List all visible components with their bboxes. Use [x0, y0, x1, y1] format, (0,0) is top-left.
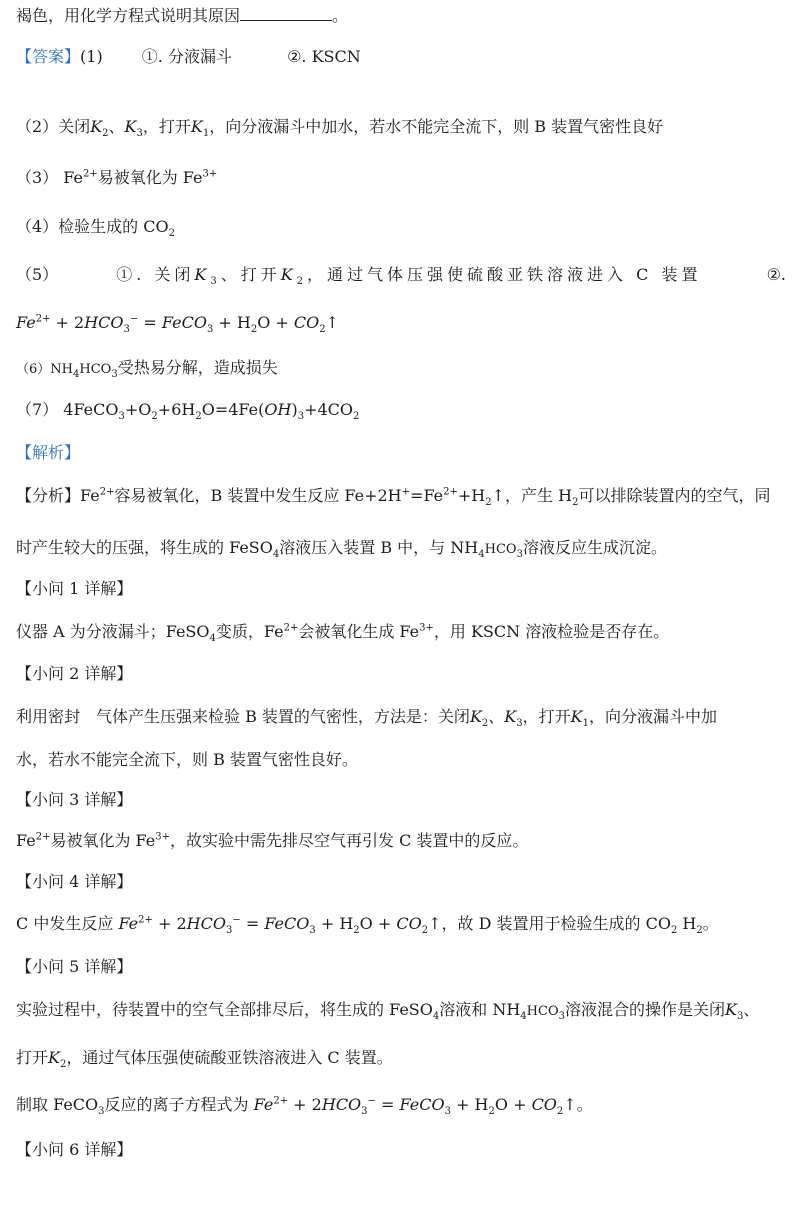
analysis-line-2	[16, 536, 786, 562]
sub: 3	[297, 411, 305, 423]
eq: + H	[450, 1095, 489, 1114]
text: 溶液和 NH	[439, 1000, 521, 1019]
sub: 4	[432, 1011, 440, 1023]
eq: HCO	[84, 313, 124, 332]
sub: 1	[582, 718, 589, 730]
text: 、打开	[220, 265, 281, 284]
eq: CO	[293, 313, 320, 332]
eq: + H	[213, 313, 251, 332]
sub: 3	[225, 925, 233, 937]
sup: −	[129, 313, 139, 325]
sub: 3	[516, 549, 523, 561]
sup: 2+	[443, 486, 458, 498]
answer-blank	[240, 6, 332, 21]
answer-line-5	[16, 263, 786, 287]
sup: +	[401, 486, 411, 498]
sup: 2+	[283, 622, 299, 634]
eq: ↑	[325, 313, 340, 332]
text: 溶液压入装置 B 中，与 NH	[279, 538, 479, 557]
sub-heading-4: 【小问 4 详解】	[16, 872, 133, 891]
sup: 3+	[155, 831, 170, 843]
text: (1)	[80, 47, 103, 66]
text: （2）关闭	[16, 117, 91, 136]
text: 利用密封 气体产生压强来检验 B 装置的气密性，方法是：关闭	[16, 707, 470, 726]
var: K	[570, 707, 583, 726]
sub: 3	[111, 369, 118, 381]
eq: O +	[359, 914, 397, 933]
eq: + 2	[288, 1095, 322, 1114]
sub: 3	[118, 411, 125, 423]
text: O=4Fe(	[201, 400, 265, 419]
sup: 2+	[35, 313, 51, 325]
eq: Fe	[16, 313, 36, 332]
sub: 2	[195, 411, 202, 423]
eq: + 2	[50, 313, 85, 332]
sub: 3	[516, 718, 523, 730]
eq: O +	[494, 1095, 532, 1114]
sub: 3	[558, 1011, 565, 1023]
text: （6）NH	[16, 362, 73, 377]
text: +O	[124, 400, 152, 419]
text: OH	[264, 400, 292, 419]
text: 实验过程中，待装置中的空气全部排尽后，将生成的 FeSO	[16, 1000, 433, 1019]
eq: ↑	[563, 1095, 577, 1114]
text: 容易被氧化，B 装置中发生反应 Fe+2H	[114, 486, 402, 505]
answer-line-4	[16, 215, 786, 239]
eq: + H	[315, 914, 354, 933]
detail-4	[16, 912, 786, 936]
sub: 4	[209, 633, 216, 645]
text: 溶液混合的操作是关闭	[565, 1000, 726, 1019]
sub: 1	[202, 128, 210, 140]
eq: =	[375, 1095, 400, 1114]
sub: 2	[250, 324, 258, 336]
sub: 3	[361, 1106, 368, 1118]
eq: Fe	[118, 914, 139, 933]
sub: 2	[485, 497, 492, 509]
text: ，用 KSCN 溶液检验是否存在。	[433, 622, 670, 641]
text: 易被氧化为 Fe	[97, 168, 203, 187]
analysis-tag: 【解析】	[16, 443, 81, 462]
text: 反应的离子方程式为	[104, 1095, 249, 1114]
detail-2	[16, 705, 786, 729]
text: HCO	[79, 362, 112, 377]
sup: −	[367, 1095, 376, 1107]
sub: 3	[123, 324, 130, 336]
sub: 2	[353, 411, 360, 423]
analysis-line-1	[16, 484, 786, 508]
eq: HCO	[321, 1095, 362, 1114]
answer-line-6	[16, 356, 786, 382]
sub: 3	[136, 128, 143, 140]
text: Fe	[80, 486, 100, 505]
text: 受热易分解，造成损失	[117, 358, 278, 377]
sup: 3+	[202, 168, 218, 180]
text: )	[291, 400, 298, 419]
text: （3） Fe	[16, 168, 83, 187]
sub: 2	[696, 925, 703, 937]
eq: FeCO	[161, 313, 207, 332]
var: K	[280, 265, 297, 284]
text: 仪器 A 为分液漏斗；FeSO	[16, 622, 210, 641]
sub: 2	[488, 1106, 495, 1118]
eq: =	[240, 914, 265, 933]
eq: Fe	[253, 1095, 274, 1114]
answer-1: ①. 分液漏斗	[141, 47, 232, 66]
eq: HCO	[186, 914, 226, 933]
text: +6H	[157, 400, 196, 419]
answer-line-1	[16, 45, 786, 69]
text: ，向分液漏斗中加水，若水不能完全流下，则 B 装置气密性良好	[209, 117, 664, 136]
sub: 2	[421, 925, 429, 937]
sub: 2	[353, 925, 360, 937]
answer-line-3	[16, 166, 786, 190]
detail-2b: 水，若水不能完全流下，则 B 装置气密性良好。	[16, 750, 358, 769]
text: HCO	[526, 1004, 559, 1019]
var: K	[48, 1048, 60, 1067]
detail-5c	[16, 1093, 786, 1117]
text: 时产生较大的压强，将生成的 FeSO	[16, 538, 273, 557]
sub: 2	[102, 128, 109, 140]
var: K	[194, 265, 211, 284]
text: 变质，Fe	[215, 622, 284, 641]
text: ，打开	[522, 707, 571, 726]
text: ，打开	[142, 117, 191, 136]
sub-heading-3: 【小问 3 详解】	[16, 790, 133, 809]
sub: 4	[478, 549, 485, 561]
sub: 2	[319, 324, 326, 336]
var: K	[190, 117, 203, 136]
text: C 中发生反应	[16, 914, 114, 933]
text: （5）	[16, 265, 59, 284]
sub-heading-2: 【小问 2 详解】	[16, 664, 133, 683]
text: 制取 FeCO	[16, 1095, 99, 1114]
eq: + 2	[152, 914, 187, 933]
eq: O +	[257, 313, 294, 332]
text: 【分析】	[16, 486, 81, 505]
eq: FeCO	[264, 914, 310, 933]
answer-2: ②. KSCN	[287, 47, 361, 66]
answer-line-7	[16, 398, 786, 422]
text: =Fe	[410, 486, 444, 505]
sub: 3	[210, 276, 221, 288]
var: K	[469, 707, 482, 726]
var: K	[90, 117, 103, 136]
eq: CO	[396, 914, 422, 933]
text: 。	[332, 6, 349, 25]
text: +H	[457, 486, 486, 505]
answer-line-2	[16, 115, 786, 139]
text: 、	[108, 117, 125, 136]
equation-5	[16, 311, 786, 335]
eq: FeCO	[399, 1095, 445, 1114]
detail-5	[16, 998, 786, 1024]
sub: 2	[481, 718, 489, 730]
sub: 2	[59, 1059, 67, 1071]
answer-tag: 【答案】	[16, 47, 81, 66]
text: 。	[702, 914, 719, 933]
text: （7） 4FeCO	[16, 400, 119, 419]
sub: 4	[272, 549, 280, 561]
detail-3	[16, 829, 786, 853]
text: ②.	[766, 265, 786, 284]
sup: 2+	[99, 486, 115, 498]
sub: 2	[296, 276, 308, 288]
sub: 3	[444, 1106, 451, 1118]
detail-5b	[16, 1046, 786, 1070]
sub: 3	[206, 324, 214, 336]
text: ①. 关闭	[116, 265, 195, 284]
text: ↑，产生 H	[491, 486, 573, 505]
eq: CO	[531, 1095, 557, 1114]
sub: 2	[670, 925, 678, 937]
sub: 3	[736, 1011, 744, 1023]
text: +4CO	[304, 400, 354, 419]
text: 打开	[16, 1048, 49, 1067]
text: ，故实验中需先排尽空气再引发 C 装置中的反应。	[170, 831, 529, 850]
text: 会被氧化生成 Fe	[298, 622, 420, 641]
sub-heading-5: 【小问 5 详解】	[16, 957, 133, 976]
sub: 4	[520, 1011, 527, 1023]
text: Fe	[16, 831, 36, 850]
sub: 3	[98, 1106, 105, 1118]
var: K	[725, 1000, 737, 1019]
sub: 4	[72, 369, 80, 381]
text: 、	[743, 1000, 760, 1019]
sub: 2	[151, 411, 158, 423]
sub: 2	[572, 497, 579, 509]
text: ，向分液漏斗中加	[588, 707, 717, 726]
analysis-header	[16, 441, 786, 465]
sup: 2+	[82, 168, 98, 180]
sub: 3	[309, 925, 316, 937]
text: 褐色，用化学方程式说明其原因	[16, 6, 241, 25]
sup: 2+	[273, 1095, 289, 1107]
text: 。	[576, 1095, 593, 1114]
detail-1	[16, 620, 786, 644]
text: （4）检验生成的 CO	[16, 217, 169, 236]
var: K	[504, 707, 517, 726]
sup: −	[232, 914, 241, 926]
sup: 2+	[35, 831, 51, 843]
text: ，通过气体压强使硫酸亚铁溶液进入 C 装置。	[66, 1048, 393, 1067]
text: ，通过气体压强使硫酸亚铁溶液进入 C 装置	[307, 265, 702, 284]
sub-heading-1: 【小问 1 详解】	[16, 579, 133, 598]
sup: 2+	[138, 914, 153, 926]
sup: 3+	[419, 622, 434, 634]
text: H	[677, 914, 697, 933]
text: 、	[488, 707, 505, 726]
sub-heading-6: 【小问 6 详解】	[16, 1140, 133, 1159]
text: 溶液反应生成沉淀。	[522, 538, 667, 557]
eq: ↑	[428, 914, 442, 933]
eq: =	[138, 313, 162, 332]
sub: 2	[168, 228, 176, 240]
text: 可以排除装置内的空气，同	[578, 486, 771, 505]
var: K	[124, 117, 137, 136]
text: HCO	[484, 542, 517, 557]
text: ，故 D 装置用于检验生成的 CO	[441, 914, 671, 933]
sub: 2	[556, 1106, 564, 1118]
text: 易被氧化为 Fe	[50, 831, 156, 850]
question-tail	[16, 4, 786, 28]
